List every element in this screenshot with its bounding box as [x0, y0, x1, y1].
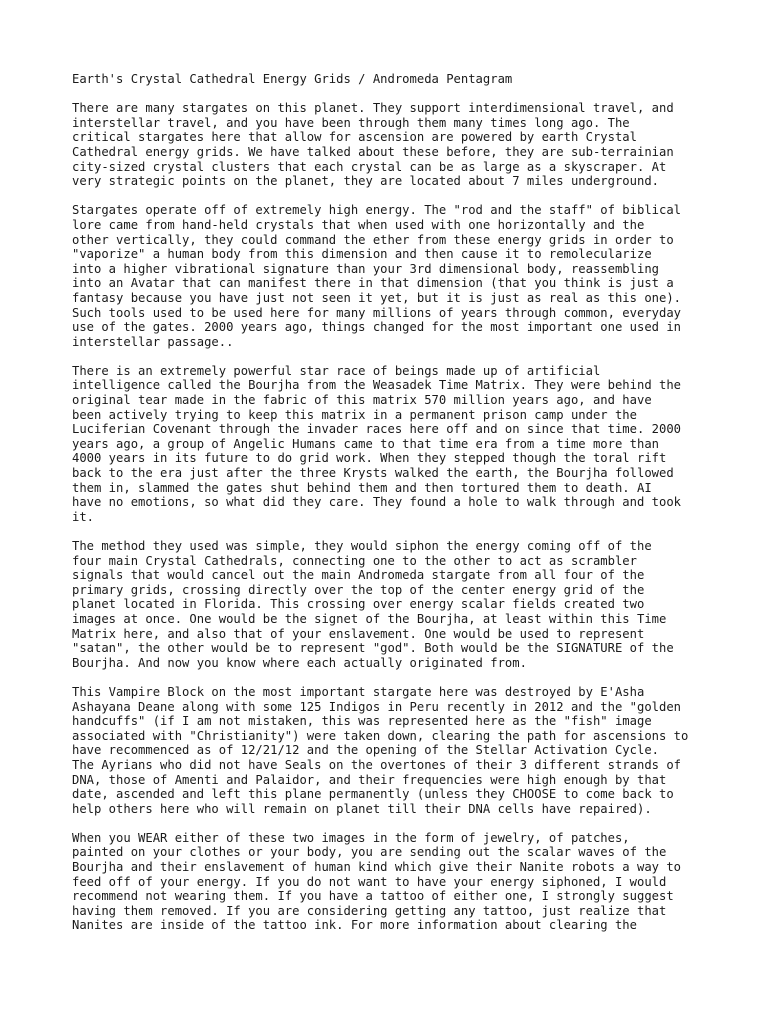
paragraph [72, 831, 712, 933]
text-line: use of the gates. 2000 years ago, things changed for the most important one used in [72, 320, 682, 335]
text-line: associated with "Christianity") were taken down, clearing the path for ascensions to [72, 728, 689, 743]
paragraph [72, 539, 712, 670]
document-title: Earth's Crystal Cathedral Energy Grids / Andromeda Pentagram [72, 72, 513, 86]
paragraph [72, 364, 712, 525]
text-line: The method they used was simple, they would siphon the energy coming off of the [72, 539, 652, 553]
text-line: "satan", the other would be to represent "god". Both would be the SIGNATURE of the [72, 641, 674, 656]
text-line: Nanites are inside of the tattoo ink. For more information about clearing the [72, 918, 637, 933]
text-line: original tear made in the fabric of this matrix 570 million years ago, and have [72, 393, 652, 408]
text-line: back to the era just after the three Krysts walked the earth, the Bourjha followed [72, 466, 674, 481]
text-line: planet located in Florida. This crossing over energy scalar fields created two [72, 597, 645, 612]
text-line: interstellar passage.. [72, 334, 234, 349]
text-line: Cathedral energy grids. We have talked about these before, they are sub-terrainian [72, 144, 674, 159]
text-line: images at once. One would be the signet of the Bourjha, at least within this Time [72, 611, 667, 626]
text-line: years ago, a group of Angelic Humans came to that time era from a time more than [72, 436, 659, 451]
text-line: When you WEAR either of these two images in the form of jewelry, of patches, [72, 830, 630, 845]
text-line: having them removed. If you are considering getting any tattoo, just realize that [72, 903, 667, 918]
text-line: help others here who will remain on planet till their DNA cells have repaired). [72, 801, 652, 816]
paragraph [72, 203, 712, 349]
text-line: feed off of your energy. If you do not want to have your energy siphoned, I would [72, 874, 667, 889]
text-line: There are many stargates on this planet. They support interdimensional travel, and [72, 101, 674, 116]
text-line: have recommenced as of 12/21/12 and the opening of the Stellar Activation Cycle. [72, 743, 659, 758]
text-line: fantasy because you have just not seen it yet, but it is just as real as this one). [72, 290, 682, 305]
text-line: Stargates operate off of extremely high energy. The "rod and the staff" of biblical [72, 203, 682, 218]
text-line: four main Crystal Cathedrals, connecting one to the other to act as scrambler [72, 553, 637, 568]
text-line: "vaporize" a human body from this dimension and then cause it to remolecularize [72, 247, 652, 262]
paragraph [72, 101, 712, 189]
text-line: critical stargates here that allow for ascension are powered by earth Crystal [72, 130, 637, 145]
text-line: lore came from hand-held crystals that when used with one horizontally and the [72, 217, 645, 232]
text-line: very strategic points on the planet, they are located about 7 miles underground. [72, 174, 659, 189]
text-line: DNA, those of Amenti and Palaidor, and their frequencies were high enough by that [72, 772, 667, 787]
text-line: Ashayana Deane along with some 125 Indigos in Peru recently in 2012 and the "golden [72, 699, 682, 714]
text-line: There is an extremely powerful star race of beings made up of artificial [72, 363, 601, 378]
text-line: handcuffs" (if I am not mistaken, this was represented here as the "fish" image [72, 714, 652, 729]
text-line: primary grids, crossing directly over the top of the center energy grid of the [72, 582, 645, 597]
text-line: Such tools used to be used here for many millions of years through common, everyday [72, 305, 682, 320]
text-line: into an Avatar that can manifest there in that dimension (that you think is just a [72, 276, 674, 291]
text-line: 4000 years in its future to do grid work. When they stepped though the toral rift [72, 451, 667, 466]
text-line: been actively trying to keep this matrix in a permanent prison camp under the [72, 407, 637, 422]
text-line: intelligence called the Bourjha from the Weasadek Time Matrix. They were behind the [72, 378, 682, 393]
text-line: signals that would cancel out the main Andromeda stargate from all four of the [72, 568, 645, 583]
paragraph [72, 685, 712, 816]
text-line: interstellar travel, and you have been through them many times long ago. The [72, 115, 630, 130]
text-line: Bourjha and their enslavement of human kind which give their Nanite robots a way to [72, 860, 682, 875]
text-line: Bourjha. And now you know where each actually originated from. [72, 655, 527, 670]
text-line: Matrix here, and also that of your enslavement. One would be used to represent [72, 626, 645, 641]
text-line: date, ascended and left this plane permanently (unless they CHOOSE to come back to [72, 787, 674, 802]
text-line: painted on your clothes or your body, you are sending out the scalar waves of the [72, 845, 667, 860]
text-line: other vertically, they could command the ether from these energy grids in order to [72, 232, 674, 247]
text-line: city-sized crystal clusters that each crystal can be as large as a skyscraper. At [72, 159, 667, 174]
text-line: it. [72, 509, 95, 524]
text-line: recommend not wearing them. If you have a tattoo of either one, I strongly suggest [72, 889, 674, 904]
document-page [72, 72, 712, 948]
text-line: The Ayrians who did not have Seals on the overtones of their 3 different strands of [72, 757, 682, 772]
text-line: This Vampire Block on the most important stargate here was destroyed by E'Asha [72, 684, 645, 699]
text-line: have no emotions, so what did they care. They found a hole to walk through and took [72, 495, 682, 510]
text-line: into a higher vibrational signature than your 3rd dimensional body, reassembling [72, 261, 659, 276]
text-line: Luciferian Covenant through the invader races here off and on since that time. 2000 [72, 422, 682, 437]
text-line: them in, slammed the gates shut behind them and then tortured them to death. AI [72, 480, 652, 495]
